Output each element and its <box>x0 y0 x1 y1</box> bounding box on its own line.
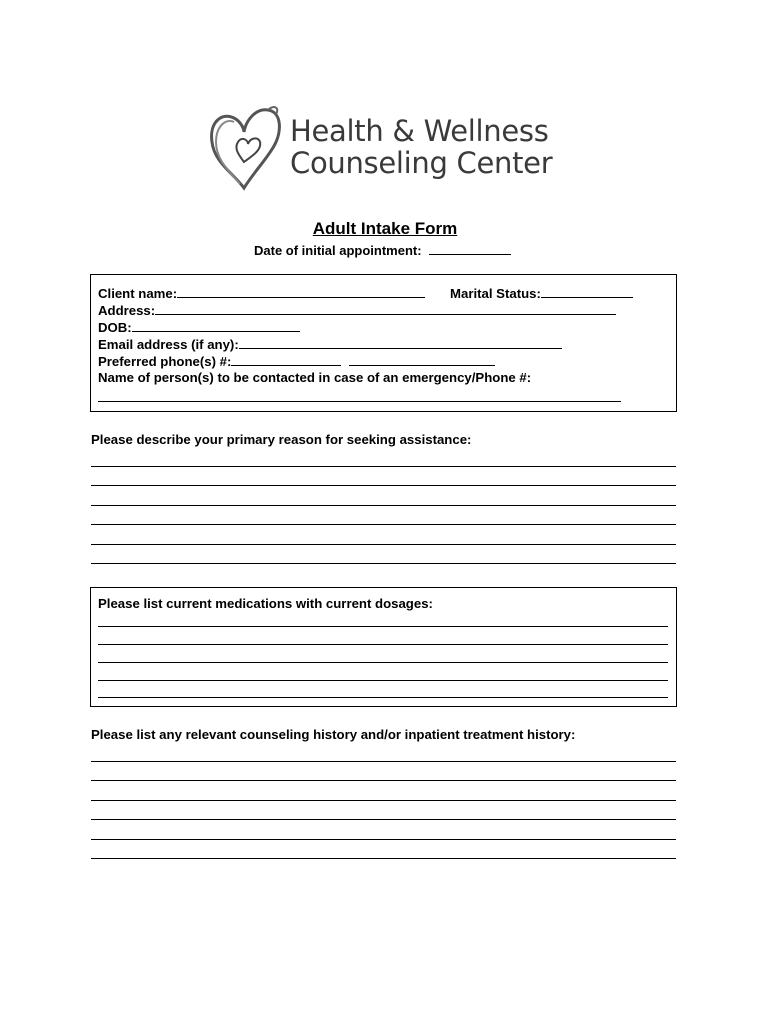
logo <box>200 100 553 192</box>
address-row <box>98 301 616 319</box>
dob-label: DOB: <box>98 320 132 335</box>
client-name-label: Client name: <box>98 286 178 301</box>
marital-status-row <box>450 284 633 302</box>
reason-line[interactable] <box>91 563 676 564</box>
appointment-date-label: Date of initial appointment: <box>254 243 422 258</box>
medications-heading: Please list current medications with current dosages: <box>98 596 433 611</box>
phone-label: Preferred phone(s) #: <box>98 354 232 369</box>
phone-row <box>98 352 495 370</box>
medication-line[interactable] <box>98 697 668 698</box>
address-label: Address: <box>98 303 156 318</box>
emergency-contact-field[interactable] <box>98 401 621 402</box>
medication-line[interactable] <box>98 662 668 663</box>
history-line[interactable] <box>91 780 676 781</box>
email-field[interactable] <box>239 335 562 349</box>
history-heading: Please list any relevant counseling history and/or inpatient treatment history: <box>91 727 576 742</box>
logo-line-2: Counseling Center <box>290 146 553 180</box>
appointment-date-field[interactable] <box>429 241 511 255</box>
marital-status-label: Marital Status: <box>450 286 541 301</box>
marital-status-field[interactable] <box>541 284 633 298</box>
history-line[interactable] <box>91 839 676 840</box>
emergency-contact-label: Name of person(s) to be contacted in case of an emergency/Phone #: <box>98 370 532 385</box>
phone-field-1[interactable] <box>231 352 341 366</box>
reason-line[interactable] <box>91 524 676 525</box>
medication-line[interactable] <box>98 680 668 681</box>
logo-line-1: Health & Wellness <box>290 114 549 148</box>
dob-field[interactable] <box>132 318 300 332</box>
reason-line[interactable] <box>91 544 676 545</box>
medication-line[interactable] <box>98 626 668 627</box>
phone-field-2[interactable] <box>349 352 495 366</box>
client-info-box <box>90 274 677 412</box>
email-label: Email address (if any): <box>98 337 239 352</box>
form-title: Adult Intake Form <box>312 219 458 238</box>
history-line[interactable] <box>91 761 676 762</box>
reason-line[interactable] <box>91 505 676 506</box>
medication-line[interactable] <box>98 644 668 645</box>
reason-heading: Please describe your primary reason for seeking assistance: <box>91 432 472 447</box>
heart-logo-icon <box>204 102 286 194</box>
appointment-date-row <box>254 241 511 258</box>
client-name-row <box>98 284 425 302</box>
reason-line[interactable] <box>91 466 676 467</box>
reason-line[interactable] <box>91 485 676 486</box>
dob-row <box>98 318 300 336</box>
history-line[interactable] <box>91 819 676 820</box>
history-line[interactable] <box>91 858 676 859</box>
medications-box <box>90 587 677 707</box>
address-field[interactable] <box>155 301 616 315</box>
history-line[interactable] <box>91 800 676 801</box>
client-name-field[interactable] <box>177 284 425 298</box>
email-row <box>98 335 562 353</box>
